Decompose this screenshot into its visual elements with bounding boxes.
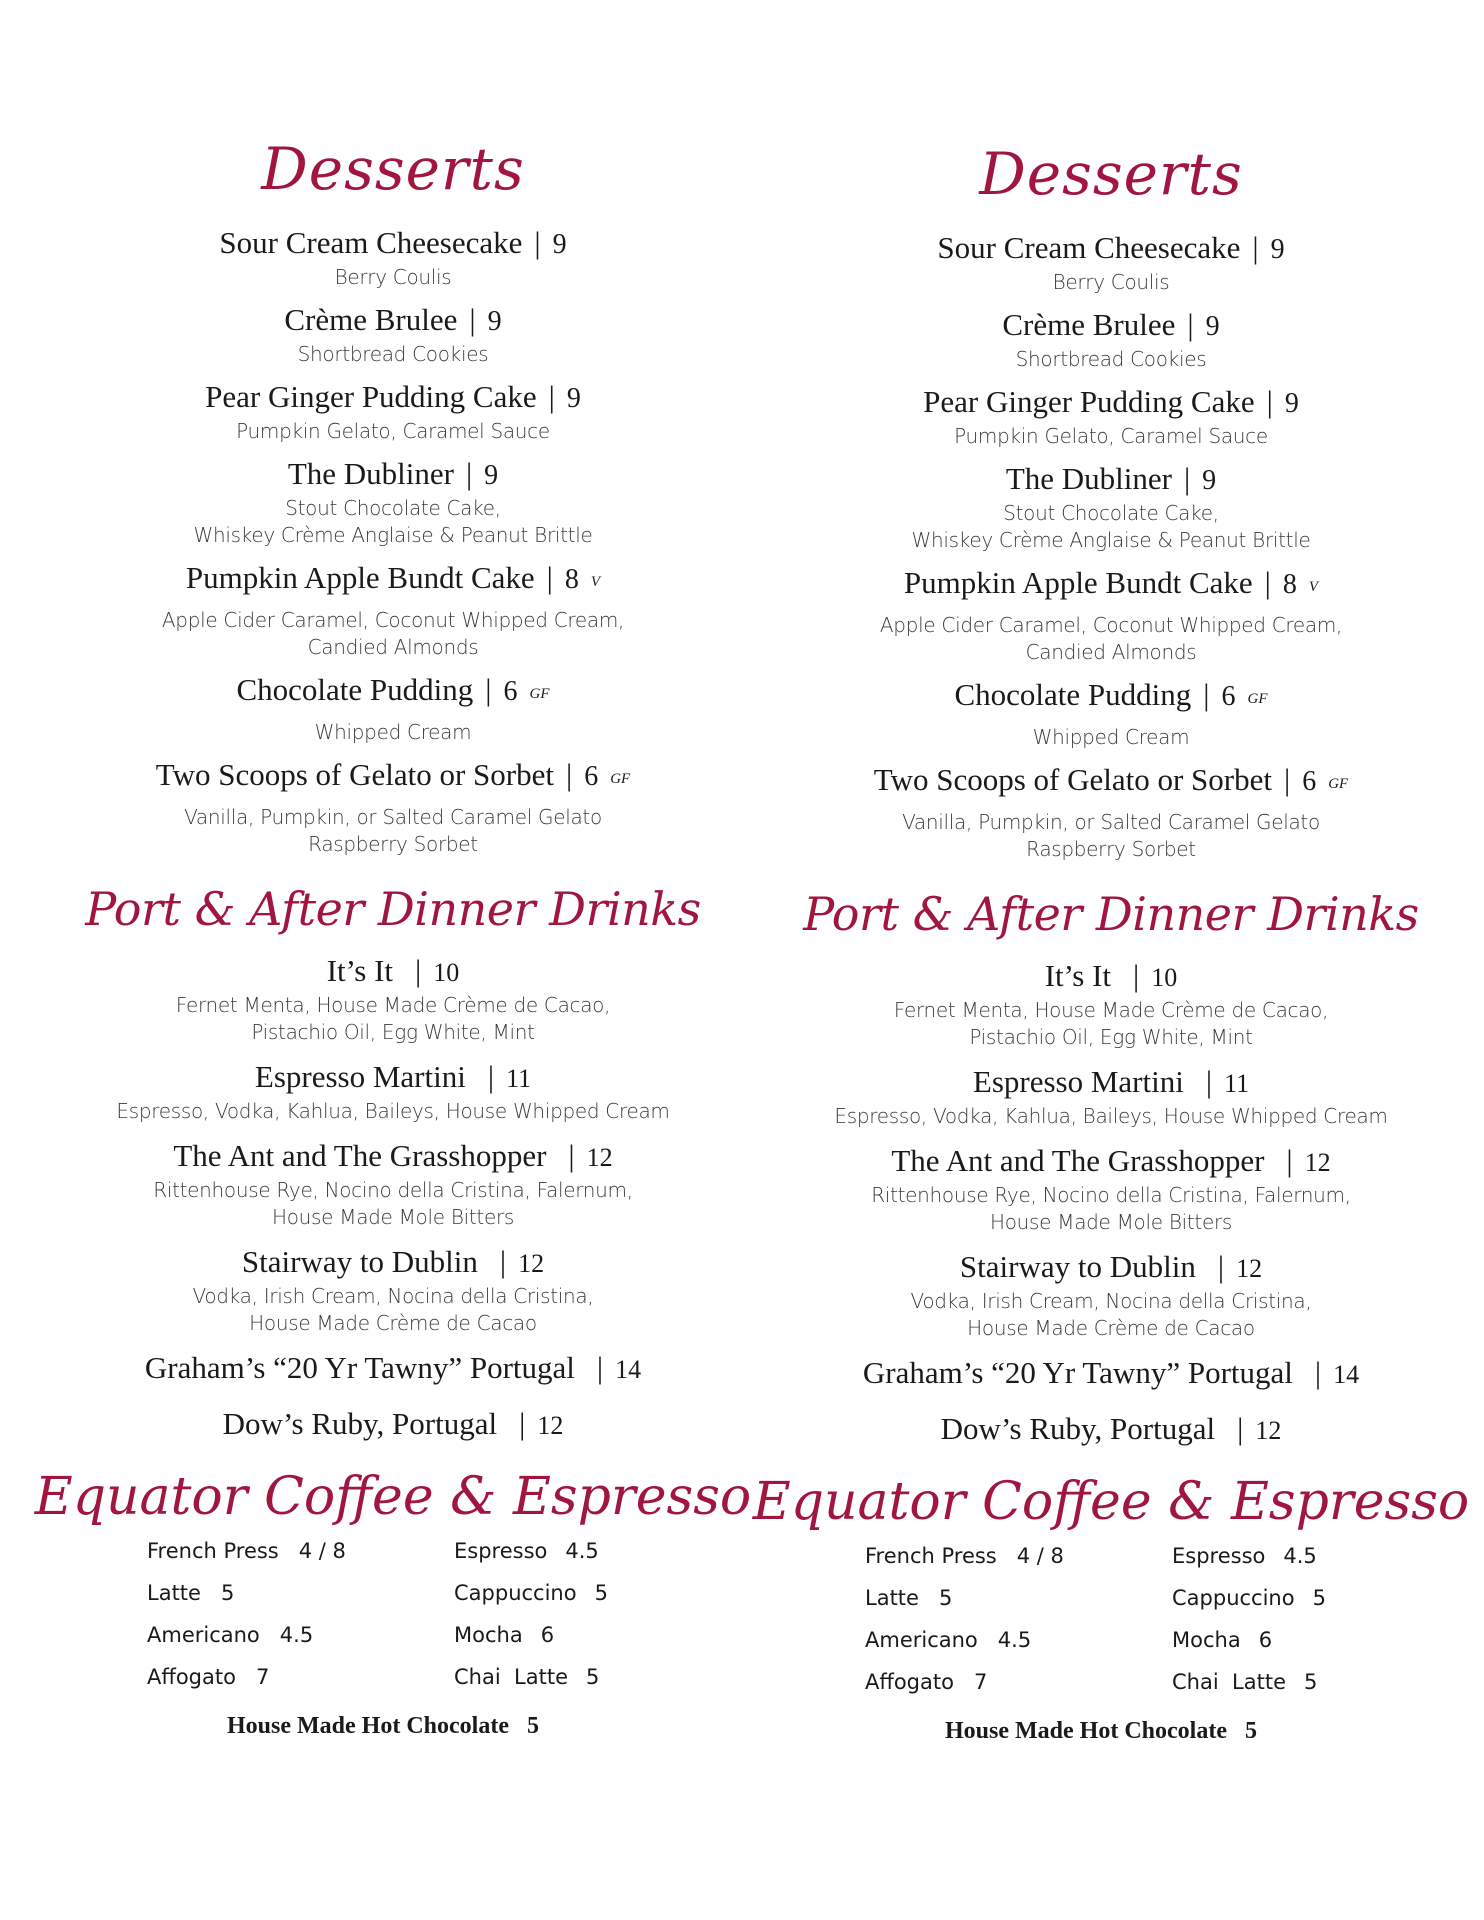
- price-separator: |: [1205, 1064, 1213, 1099]
- dessert-name-line: [22, 378, 764, 418]
- coffee-name: Americano: [865, 1628, 978, 1652]
- dietary-tag: GF: [610, 771, 631, 787]
- coffee-item: [147, 1665, 269, 1689]
- dessert-price: 9: [484, 460, 499, 491]
- coffee-name: Mocha: [454, 1623, 523, 1647]
- drink-description: Fernet Menta, House Made Crème de Cacao,: [175, 993, 611, 1017]
- price-separator: |: [546, 560, 553, 595]
- drink-item: [22, 952, 764, 1046]
- drink-description: House Made Crème de Cacao: [967, 1316, 1255, 1340]
- drink-name-line: [22, 952, 764, 992]
- coffee-price: 7: [973, 1670, 988, 1694]
- price-separator: |: [1183, 461, 1191, 496]
- dessert-name-line: [22, 671, 764, 713]
- drink-price: 10: [433, 958, 460, 987]
- price-separator: |: [415, 953, 422, 988]
- coffee-price-list: [740, 1544, 1482, 1714]
- coffee-name: Affogato: [147, 1665, 236, 1689]
- dessert-name: The Dubliner: [287, 456, 454, 491]
- drink-description: Rittenhouse Rye, Nocino della Cristina, Falernum,: [871, 1183, 1351, 1207]
- coffee-price: 5: [1303, 1670, 1318, 1694]
- coffee-price: 5: [1312, 1586, 1326, 1610]
- drink-price: 10: [1151, 963, 1178, 992]
- price-separator: |: [465, 456, 473, 491]
- drink-price: 12: [586, 1143, 613, 1172]
- drink-description: House Made Crème de Cacao: [249, 1311, 537, 1335]
- coffee-name: Latte: [147, 1581, 201, 1605]
- price-separator: |: [1314, 1355, 1322, 1390]
- coffee-item: [454, 1539, 599, 1563]
- coffee-name: Mocha: [1172, 1628, 1241, 1652]
- drink-item: [22, 1405, 764, 1445]
- dessert-name-line: [22, 559, 764, 601]
- desserts-title: Desserts: [979, 140, 1243, 208]
- coffee-title: Equator Coffee & Espresso: [34, 1467, 752, 1527]
- dietary-tag: GF: [529, 686, 550, 702]
- price-separator: |: [1203, 677, 1210, 712]
- price-separator: |: [1283, 762, 1291, 797]
- dessert-description: Berry Coulis: [1052, 270, 1170, 294]
- coffee-item: [1172, 1544, 1317, 1568]
- drink-description: House Made Mole Bitters: [990, 1210, 1232, 1234]
- coffee-price: 7: [255, 1665, 270, 1689]
- drink-description: Pistachio Oil, Egg White, Mint: [969, 1025, 1253, 1049]
- coffee-item: [865, 1628, 1031, 1652]
- coffee-name: French Press: [865, 1544, 997, 1568]
- coffee-price: 4.5: [565, 1539, 599, 1563]
- coffee-name: Affogato: [865, 1670, 954, 1694]
- drink-description: Pistachio Oil, Egg White, Mint: [251, 1020, 535, 1044]
- dessert-description: Raspberry Sorbet: [1026, 837, 1196, 861]
- dessert-description: Stout Chocolate Cake,: [285, 496, 501, 520]
- drink-name: Espresso Martini: [972, 1064, 1184, 1099]
- drink-item: [740, 1063, 1482, 1130]
- price-separator: |: [1264, 565, 1271, 600]
- price-separator: |: [596, 1350, 604, 1385]
- dessert-description: Apple Cider Caramel, Coconut Whipped Cream,: [161, 608, 625, 632]
- dessert-item: [22, 378, 764, 445]
- dietary-tag: GF: [1247, 691, 1268, 707]
- drink-name-line: [22, 1405, 764, 1445]
- drinks-title: Port & After Dinner Drinks: [803, 887, 1419, 941]
- dessert-name-line: [22, 756, 764, 798]
- drink-price: 12: [537, 1411, 564, 1440]
- price-separator: |: [548, 379, 555, 414]
- dessert-item: [740, 229, 1482, 296]
- hot-chocolate-line: [2, 1713, 764, 1740]
- drink-name: Stairway to Dublin: [241, 1244, 478, 1279]
- dessert-name: Pear Ginger Pudding Cake: [205, 379, 537, 414]
- dessert-description: Shortbread Cookies: [297, 342, 489, 366]
- dessert-item: [22, 455, 764, 549]
- dessert-item: [740, 761, 1482, 863]
- dessert-name-line: [740, 676, 1482, 718]
- coffee-title: Equator Coffee & Espresso: [752, 1472, 1470, 1532]
- dessert-name: Two Scoops of Gelato or Sorbet: [155, 757, 554, 792]
- price-separator: |: [565, 757, 573, 792]
- dessert-item: [740, 676, 1482, 751]
- coffee-price: 4.5: [1283, 1544, 1317, 1568]
- dessert-item: [22, 559, 764, 661]
- dessert-price: 9: [1284, 388, 1299, 419]
- dessert-price: 9: [552, 229, 567, 260]
- dessert-description: Whiskey Crème Anglaise & Peanut Brittle: [911, 528, 1311, 552]
- drink-description: Vodka, Irish Cream, Nocina della Cristina,: [910, 1289, 1312, 1313]
- drink-name-line: [22, 1137, 764, 1177]
- drink-price: 11: [506, 1064, 532, 1093]
- coffee-item: [1172, 1628, 1272, 1652]
- coffee-price: 4.5: [997, 1628, 1032, 1652]
- dessert-price: 9: [566, 383, 581, 414]
- dessert-name-line: [740, 761, 1482, 803]
- coffee-price-list: [22, 1539, 764, 1709]
- dessert-item: [22, 671, 764, 746]
- drink-price: 14: [615, 1355, 642, 1384]
- price-separator: |: [1237, 1411, 1244, 1446]
- hot-chocolate-price: 5: [526, 1713, 539, 1739]
- coffee-item: [147, 1539, 346, 1563]
- coffee-name: Chai Latte: [454, 1665, 568, 1689]
- drink-name-line: [740, 1410, 1482, 1450]
- drink-description: Vodka, Irish Cream, Nocina della Cristina,: [192, 1284, 594, 1308]
- coffee-item: [865, 1670, 987, 1694]
- price-separator: |: [499, 1244, 507, 1279]
- coffee-item: [454, 1623, 554, 1647]
- price-separator: |: [568, 1138, 575, 1173]
- drink-item: [22, 1137, 764, 1231]
- drink-name: The Ant and The Grasshopper: [173, 1138, 547, 1173]
- drink-name: It’s It: [326, 953, 394, 988]
- menu-content: [740, 140, 1482, 1745]
- drink-item: [740, 1142, 1482, 1236]
- drink-name-line: [740, 957, 1482, 997]
- coffee-price: 6: [540, 1623, 555, 1647]
- dietary-tag: GF: [1328, 776, 1349, 792]
- coffee-item: [147, 1581, 234, 1605]
- coffee-item: [454, 1581, 608, 1605]
- dessert-name: Pear Ginger Pudding Cake: [923, 384, 1255, 419]
- dessert-description: Whiskey Crème Anglaise & Peanut Brittle: [193, 523, 593, 547]
- dessert-price: 6: [584, 761, 599, 792]
- drink-description: House Made Mole Bitters: [272, 1205, 514, 1229]
- dessert-name-line: [740, 383, 1482, 423]
- dessert-description: Shortbread Cookies: [1015, 347, 1207, 371]
- drink-item: [740, 957, 1482, 1051]
- coffee-item: [1172, 1586, 1326, 1610]
- coffee-price: 4 / 8: [1016, 1544, 1064, 1568]
- price-separator: |: [1266, 384, 1273, 419]
- dessert-name-line: [22, 224, 764, 264]
- hot-chocolate-name: House Made Hot Chocolate: [945, 1718, 1227, 1744]
- drink-name: The Ant and The Grasshopper: [891, 1143, 1265, 1178]
- drink-item: [740, 1354, 1482, 1394]
- dessert-name-line: [22, 301, 764, 341]
- dessert-name: Chocolate Pudding: [954, 677, 1192, 712]
- coffee-price: 4.5: [279, 1623, 314, 1647]
- dessert-description: Berry Coulis: [334, 265, 452, 289]
- dessert-item: [22, 301, 764, 368]
- dessert-name: Sour Cream Cheesecake: [219, 225, 523, 260]
- drink-description: Rittenhouse Rye, Nocino della Cristina, Falernum,: [153, 1178, 633, 1202]
- dessert-name-line: [22, 455, 764, 495]
- coffee-name: Cappuccino: [1172, 1586, 1295, 1610]
- price-separator: |: [1133, 958, 1140, 993]
- coffee-price: 5: [594, 1581, 608, 1605]
- dessert-price: 8: [1282, 569, 1297, 600]
- desserts-title: Desserts: [261, 135, 525, 203]
- drink-name-line: [22, 1349, 764, 1389]
- coffee-price: 6: [1258, 1628, 1273, 1652]
- dessert-name: Pumpkin Apple Bundt Cake: [185, 560, 535, 595]
- dessert-name: Pumpkin Apple Bundt Cake: [903, 565, 1253, 600]
- drink-name-line: [22, 1243, 764, 1283]
- dessert-price: 6: [503, 676, 518, 707]
- drink-item: [740, 1248, 1482, 1342]
- price-separator: |: [469, 302, 476, 337]
- drink-name-line: [740, 1248, 1482, 1288]
- dessert-price: 6: [1221, 681, 1236, 712]
- dessert-name: Chocolate Pudding: [236, 672, 474, 707]
- drinks-title: Port & After Dinner Drinks: [85, 882, 701, 936]
- coffee-name: Espresso: [454, 1539, 548, 1563]
- drink-name: Espresso Martini: [254, 1059, 466, 1094]
- price-separator: |: [487, 1059, 495, 1094]
- dessert-description: Whipped Cream: [314, 720, 472, 744]
- dessert-price: 9: [1202, 465, 1217, 496]
- dessert-name: Two Scoops of Gelato or Sorbet: [873, 762, 1272, 797]
- dessert-name: Crème Brulee: [284, 302, 458, 337]
- drink-name-line: [740, 1063, 1482, 1103]
- hot-chocolate-name: House Made Hot Chocolate: [227, 1713, 509, 1739]
- dessert-item: [740, 306, 1482, 373]
- coffee-price: 5: [585, 1665, 600, 1689]
- coffee-name: Chai Latte: [1172, 1670, 1286, 1694]
- dessert-price: 9: [487, 306, 502, 337]
- drink-price: 11: [1224, 1069, 1250, 1098]
- dessert-name-line: [740, 229, 1482, 269]
- price-separator: |: [1286, 1143, 1293, 1178]
- drink-price: 12: [1236, 1254, 1263, 1283]
- dessert-description: Candied Almonds: [307, 635, 479, 659]
- dessert-price: 9: [1205, 311, 1220, 342]
- price-separator: |: [1252, 230, 1259, 265]
- coffee-price: 5: [220, 1581, 235, 1605]
- dessert-description: Whipped Cream: [1032, 725, 1190, 749]
- dessert-description: Vanilla, Pumpkin, or Salted Caramel Gelato: [184, 805, 602, 829]
- drink-price: 12: [1304, 1148, 1331, 1177]
- drink-name: Stairway to Dublin: [959, 1249, 1196, 1284]
- dessert-item: [22, 224, 764, 291]
- drink-price: 14: [1333, 1360, 1360, 1389]
- price-separator: |: [519, 1406, 526, 1441]
- drink-item: [22, 1243, 764, 1337]
- drink-name: Graham’s “20 Yr Tawny” Portugal: [144, 1350, 575, 1385]
- coffee-name: Latte: [865, 1586, 919, 1610]
- hot-chocolate-line: [720, 1718, 1482, 1745]
- coffee-name: Cappuccino: [454, 1581, 577, 1605]
- dessert-description: Pumpkin Gelato, Caramel Sauce: [954, 424, 1268, 448]
- coffee-item: [1172, 1670, 1317, 1694]
- dessert-description: Pumpkin Gelato, Caramel Sauce: [236, 419, 550, 443]
- hot-chocolate-price: 5: [1244, 1718, 1257, 1744]
- menu-content: [22, 135, 764, 1740]
- drink-description: Fernet Menta, House Made Crème de Cacao,: [893, 998, 1329, 1022]
- coffee-item: [865, 1544, 1064, 1568]
- drink-item: [22, 1349, 764, 1389]
- price-separator: |: [1217, 1249, 1225, 1284]
- dessert-description: Raspberry Sorbet: [308, 832, 478, 856]
- dessert-name-line: [740, 306, 1482, 346]
- drink-name-line: [22, 1058, 764, 1098]
- coffee-item: [454, 1665, 599, 1689]
- dessert-name-line: [740, 564, 1482, 606]
- dessert-description: Apple Cider Caramel, Coconut Whipped Cream,: [879, 613, 1343, 637]
- dessert-name: Crème Brulee: [1002, 307, 1176, 342]
- dessert-item: [740, 564, 1482, 666]
- dessert-name-line: [740, 460, 1482, 500]
- dessert-item: [22, 756, 764, 858]
- drink-description: Espresso, Vodka, Kahlua, Baileys, House Whipped Cream: [834, 1104, 1388, 1128]
- drink-name-line: [740, 1354, 1482, 1394]
- coffee-price: 4 / 8: [298, 1539, 346, 1563]
- dietary-tag: V: [1308, 579, 1319, 595]
- drink-name: Dow’s Ruby, Portugal: [940, 1411, 1216, 1446]
- dessert-description: Vanilla, Pumpkin, or Salted Caramel Gelato: [902, 810, 1320, 834]
- drink-item: [740, 1410, 1482, 1450]
- dessert-item: [740, 383, 1482, 450]
- price-separator: |: [534, 225, 541, 260]
- dessert-item: [740, 460, 1482, 554]
- coffee-item: [865, 1586, 952, 1610]
- drink-name: Graham’s “20 Yr Tawny” Portugal: [862, 1355, 1293, 1390]
- dessert-price: 9: [1270, 234, 1285, 265]
- price-separator: |: [485, 672, 492, 707]
- drink-description: Espresso, Vodka, Kahlua, Baileys, House Whipped Cream: [116, 1099, 670, 1123]
- coffee-price: 5: [938, 1586, 953, 1610]
- dessert-price: 6: [1302, 766, 1317, 797]
- menu-page-right: [742, 0, 1484, 1920]
- drink-item: [22, 1058, 764, 1125]
- drink-name: Dow’s Ruby, Portugal: [222, 1406, 498, 1441]
- dessert-name: Sour Cream Cheesecake: [937, 230, 1241, 265]
- dessert-description: Candied Almonds: [1025, 640, 1197, 664]
- coffee-name: French Press: [147, 1539, 279, 1563]
- coffee-name: Americano: [147, 1623, 260, 1647]
- coffee-name: Espresso: [1172, 1544, 1266, 1568]
- dietary-tag: V: [590, 574, 601, 590]
- dessert-price: 8: [564, 564, 579, 595]
- drink-price: 12: [518, 1249, 545, 1278]
- drink-price: 12: [1255, 1416, 1282, 1445]
- coffee-item: [147, 1623, 313, 1647]
- drink-name-line: [740, 1142, 1482, 1182]
- price-separator: |: [1187, 307, 1194, 342]
- dessert-description: Stout Chocolate Cake,: [1003, 501, 1219, 525]
- drink-name: It’s It: [1044, 958, 1112, 993]
- dessert-name: The Dubliner: [1005, 461, 1172, 496]
